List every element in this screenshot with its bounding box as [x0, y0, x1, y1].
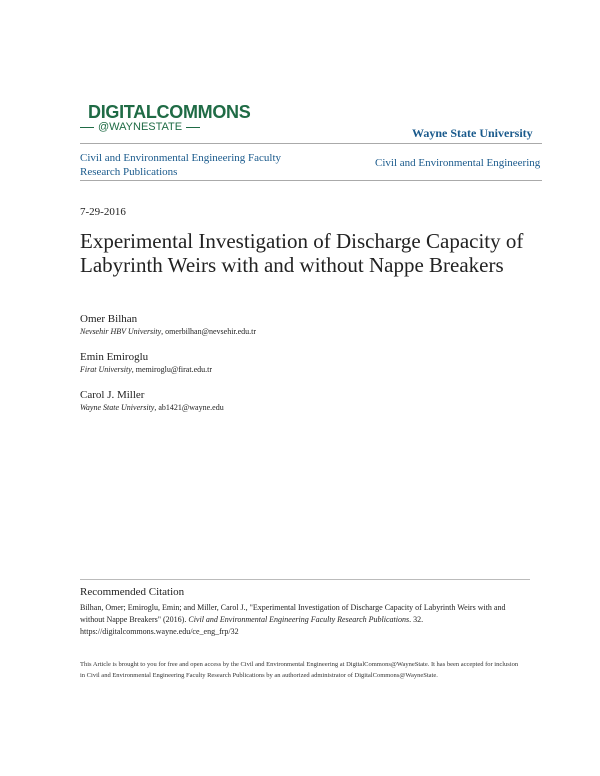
logo-rule-right [186, 127, 200, 128]
affiliation-name: Wayne State University [80, 403, 155, 412]
author-name[interactable]: Carol J. Miller [80, 389, 145, 401]
header-divider-top [80, 143, 542, 144]
citation-body: Bilhan, Omer; Emiroglu, Emin; and Miller, Carol J., "Experimental Investigation of Discharge Capacity of Labyrinth Weirs with and without Nappe Breakers" (2016). [80, 603, 506, 624]
waynestate-logo-subline [80, 121, 200, 133]
author-affiliation [80, 365, 212, 374]
author-email: , memiroglu@firat.edu.tr [131, 365, 213, 374]
author-affiliation [80, 327, 256, 336]
citation-number: . 32. [409, 615, 424, 624]
affiliation-name: Nevsehir HBV University [80, 327, 162, 336]
article-title: Experimental Investigation of Discharge Capacity of Labyrinth Weirs with and without Nappe Breakers [80, 229, 524, 277]
citation-divider [80, 579, 530, 580]
citation-heading: Recommended Citation [80, 586, 185, 598]
header-divider-bottom [80, 180, 542, 181]
citation-series: Civil and Environmental Engineering Faculty Research Publications [188, 615, 410, 624]
author-email: , ab1421@wayne.edu [154, 403, 224, 412]
author-block [80, 313, 256, 336]
author-email: , omerbilhan@nevsehir.edu.tr [161, 327, 257, 336]
logo-subline-text: @WAYNESTATE [98, 121, 183, 133]
author-name[interactable]: Emin Emiroglu [80, 351, 149, 363]
institution-link[interactable]: Wayne State University [412, 126, 533, 140]
department-link[interactable]: Civil and Environmental Engineering [375, 157, 541, 169]
author-block [80, 351, 212, 374]
citation-text [80, 602, 530, 638]
publication-date: 7-29-2016 [80, 206, 126, 218]
author-affiliation [80, 403, 224, 412]
author-block [80, 389, 224, 412]
affiliation-name: Firat University [80, 365, 132, 374]
logo-rule-left [80, 127, 94, 128]
citation-url[interactable]: https://digitalcommons.wayne.edu/ce_eng_frp/32 [80, 627, 239, 636]
author-name[interactable]: Omer Bilhan [80, 313, 138, 325]
series-link[interactable]: Civil and Environmental Engineering Faculty Research Publications [80, 152, 282, 178]
access-notice: This Article is brought to you for free and open access by the Civil and Environmental Engineering at DigitalCommons@WayneState. It has been accepted for inclusion in Civil and Environmental Engineering Faculty Research Publications by an authorized administrator of DigitalCommons@WayneState. [80, 661, 519, 679]
digitalcommons-logo[interactable]: DIGITALCOMMONS [88, 102, 251, 122]
